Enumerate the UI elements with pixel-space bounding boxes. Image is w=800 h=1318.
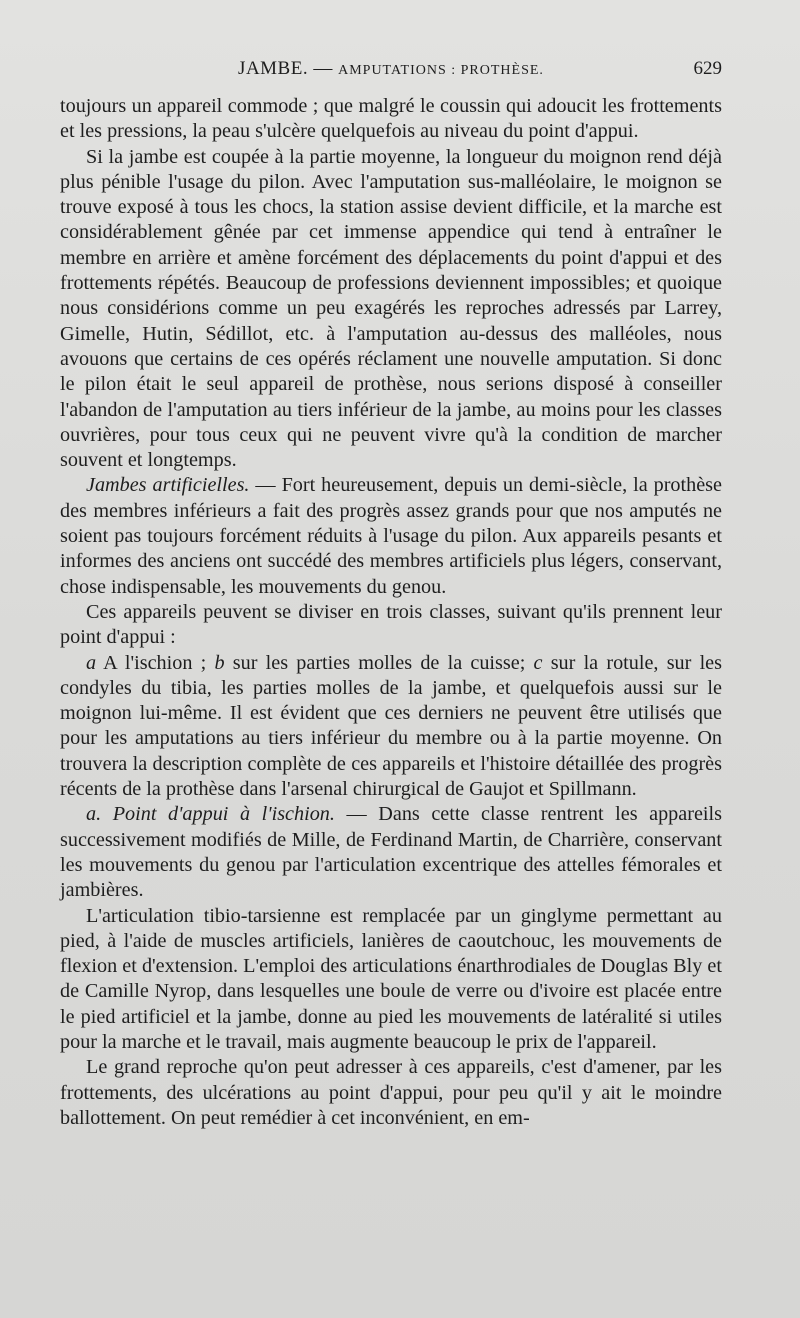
paragraph-5-c: c [533,651,543,674]
paragraph-1: toujours un appareil commode ; que malgré le coussin qui adoucit les frottements et les pressions, la peau s'ulcère quelquefois au niveau du point d'appui. [60,95,722,143]
running-title-dash: — [308,58,339,79]
paragraph-5-a-text: A l'ischion ; [96,651,215,674]
paragraph-6 [60,802,722,903]
paragraph-5-a: a [86,651,97,674]
running-title [60,58,722,80]
paragraph-2: Si la jambe est coupée à la partie moyenne, la longueur du moignon rend déjà plus pénible l'usage du pilon. Avec l'amputation sus-malléolaire, le moignon se trouve exposé à tous les chocs, la station assise devient difficile, et la marche est considérablement gênée par cet immense appendice qui tend à entraîner le membre en arrière et amène forcément des déplacements du point d'appui et des frottements répétés. Beaucoup de professions deviennent impossibles; et quoique nous considérions comme un peu exagérés les reproches adressés par Larrey, Gimelle, Hutin, Sédillot, etc. à l'amputation au-dessus des malléoles, nous avouons que certains de ces opérés réclament une nouvelle amputation. Si donc le pilon était le seul appareil de prothèse, nous serions disposé à conseiller l'abandon de l'amputation au tiers inférieur de la jambe, au moins pour les classes ouvrières, pour tous ceux qui ne peuvent vivre qu'à la condition de marcher souvent et longtemps. [60,145,722,472]
paragraph-6-lead: a. Point d'appui à l'ischion. [86,803,335,826]
page-body [60,94,722,1131]
paragraph-4: Ces appareils peuvent se diviser en trois classes, suivant qu'ils prennent leur point d'appui : [60,600,722,649]
paragraph-3 [60,473,722,599]
paragraph-3-text: — Fort heureusement, depuis un demi-siècle, la prothèse des membres inférieurs a fait des progrès assez grands pour que nos amputés ne soient pas toujours forcément réduits à l'usage du pilon. Aux appareils pesants et informes des anciens ont succédé des membres artificiels plus légers, conservant, chose indispensable, les mouvements du genou. [60,474,722,598]
paragraph-5 [60,651,722,803]
paragraph-5-b: b [214,651,225,674]
running-header [60,58,722,88]
paragraph-8: Le grand reproche qu'on peut adresser à ces appareils, c'est d'amener, par les frottements, des ulcérations au point d'appui, pour peu qu'il y ait le moindre ballottement. On peut remédier à cet inconvénient, en em- [60,1056,722,1129]
paragraph-6-text: — Dans cette classe rentrent les appareils successivement modifiés de Mille, de Ferdinand Martin, de Charrière, conservant les mouvements du genou par l'articulation excentrique des attelles fémorales et jambières. [60,803,722,902]
paragraph-7: L'articulation tibio-tarsienne est remplacée par un ginglyme permettant au pied, à l'aide de muscles artificiels, lanières de caoutchouc, les mouvements de flexion et d'extension. L'emploi des articulations énarthrodiales de Douglas Bly et de Camille Nyrop, dans lesquelles une boule de verre ou d'ivoire est placée entre le pied artificiel et la jambe, donne au pied les mouvements de latéralité si utiles pour la marche et le travail, mais augmente beaucoup le prix de l'appareil. [60,904,722,1053]
paragraph-3-lead: Jambes artificielles. [86,474,250,497]
page-number: 629 [693,58,722,79]
paragraph-5-b-text: sur les parties molles de la cuisse; [224,651,534,674]
paragraph-5-c-text: sur la rotule, sur les condyles du tibia, les parties molles de la jambe, et quelquefois aussi sur le moignon lui-même. Il est évident que ces derniers ne peuvent être utilisés que pour les amputations au tiers inférieur du membre ou à la partie moyenne. On trouvera la description complète de ces appareils et l'histoire détaillée des progrès récents de la prothèse dans l'arsenal chirurgical de Gaujot et Spillmann. [60,651,722,801]
running-title-sub: AMPUTATIONS : PROTHÈSE. [338,63,544,78]
running-title-main: JAMBE. [238,58,309,79]
